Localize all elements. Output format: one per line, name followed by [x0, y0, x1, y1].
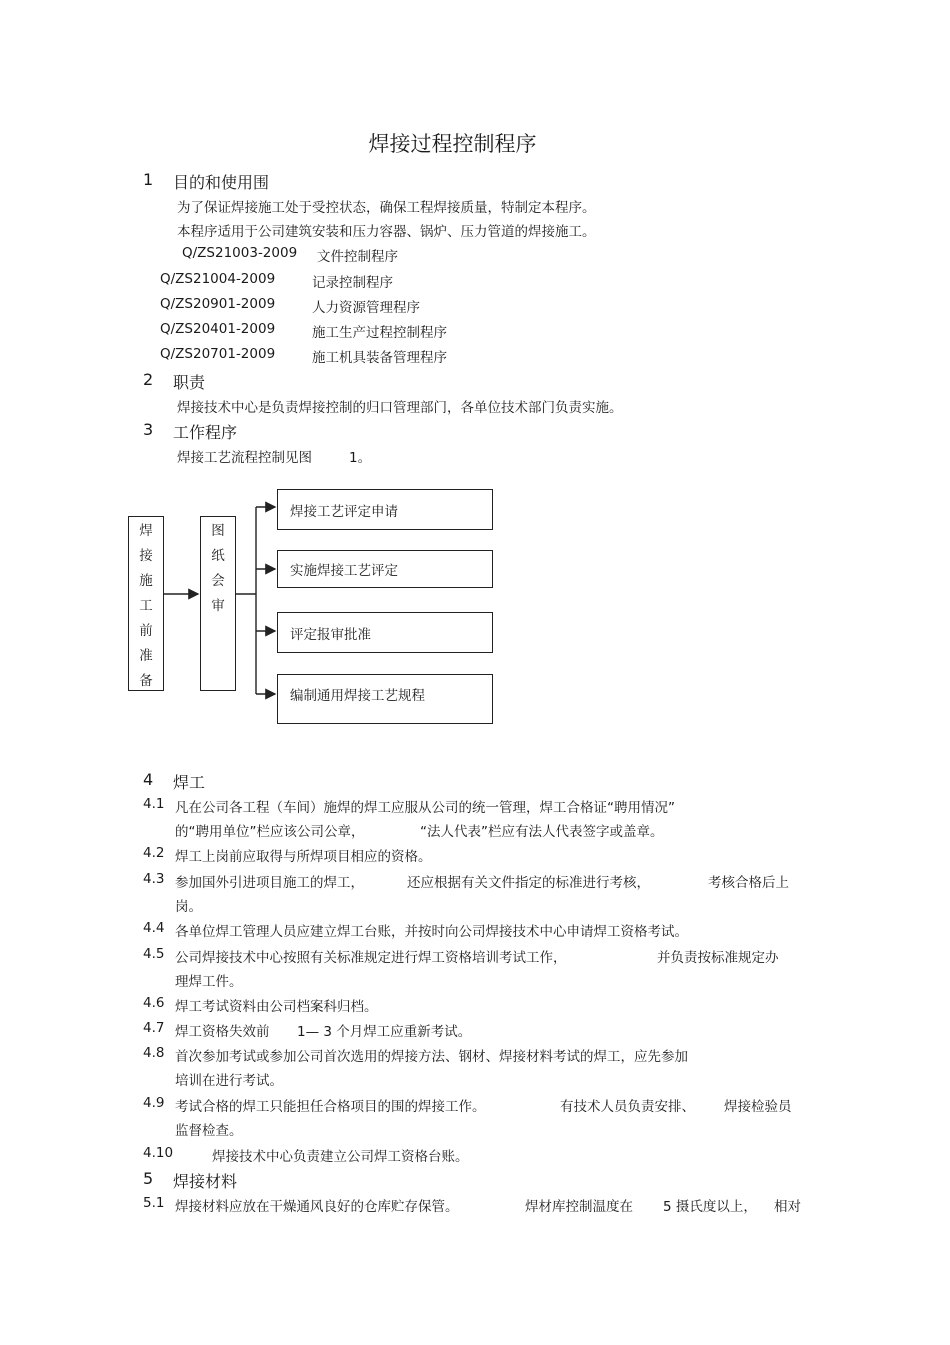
item-number: 5.1 [143, 1195, 165, 1211]
item-number: 4.5 [143, 946, 165, 962]
item-text: 参加国外引进项目施工的焊工， [175, 875, 364, 891]
item-text: 焊工上岗前应取得与所焊项目相应的资格。 [175, 849, 432, 865]
section-1-number: 1 [143, 170, 154, 189]
reference-name: 人力资源管理程序 [312, 300, 420, 316]
item-text: “法人代表”栏应有法人代表签字或盖章。 [420, 824, 664, 840]
item-text: 各单位焊工管理人员应建立焊工台账，并按时向公司焊接技术中心申请焊工资格考试。 [175, 924, 688, 940]
item-text: 凡在公司各工程（车间）施焊的焊工应服从公司的统一管理，焊工合格证“聘用情况” [175, 800, 675, 816]
flow-char: 准 [139, 648, 153, 664]
reference-name: 施工生产过程控制程序 [312, 325, 447, 341]
flow-box-procedure-spec [277, 674, 493, 724]
page-title: 焊接过程控制程序 [368, 132, 537, 156]
flow-char: 纸 [211, 548, 225, 564]
flow-char: 工 [139, 598, 153, 614]
item-text: 并负责按标准规定办 [657, 950, 779, 966]
flow-box-preparation [128, 516, 164, 691]
reference-code: Q/ZS20701-2009 [160, 346, 276, 362]
item-text: 的“聘用单位”栏应该公司公章， [175, 824, 365, 840]
item-text: 首次参加考试或参加公司首次选用的焊接方法、钢材、焊接材料考试的焊工，应先参加 [175, 1049, 688, 1065]
flow-box-label: 焊接工艺评定申请 [290, 503, 398, 520]
section-5-heading: 焊接材料 [173, 1172, 238, 1191]
flow-box-qualification-execution [277, 550, 493, 588]
section-4-number: 4 [143, 770, 154, 789]
item-text: 5 摄氏度以上， [663, 1199, 757, 1215]
item-text: 考试合格的焊工只能担任合格项目的围的焊接工作。 [175, 1099, 486, 1115]
item-text: 有技术人员负责安排、 [560, 1099, 695, 1115]
item-text: 焊接材料应放在干燥通风良好的仓库贮存保管。 [175, 1199, 459, 1215]
item-text: 相对 [774, 1199, 801, 1215]
item-text: 焊工考试资料由公司档案科归档。 [175, 999, 378, 1015]
flow-box-label: 评定报审批准 [290, 626, 371, 643]
item-text: 培训在进行考试。 [175, 1073, 283, 1089]
paragraph: 为了保证焊接施工处于受控状态，确保工程焊接质量，特制定本程序。 [177, 200, 596, 216]
section-1-heading: 目的和使用围 [173, 173, 270, 192]
reference-name: 记录控制程序 [312, 275, 393, 291]
flow-box-label: 编制通用焊接工艺规程 [290, 688, 425, 704]
paragraph-figure-ref: 1。 [349, 450, 372, 466]
flow-char: 前 [139, 623, 153, 639]
section-5-number: 5 [143, 1169, 154, 1188]
flow-box-drawing-review [200, 516, 236, 691]
paragraph: 焊接技术中心是负责焊接控制的归口管理部门，各单位技术部门负责实施。 [177, 400, 623, 416]
flow-char: 焊 [139, 523, 153, 539]
section-2-number: 2 [143, 370, 154, 389]
reference-name: 施工机具装备管理程序 [312, 350, 447, 366]
flow-char: 接 [139, 548, 153, 564]
reference-code: Q/ZS21004-2009 [160, 271, 276, 287]
flow-box-label: 实施焊接工艺评定 [290, 563, 398, 579]
item-text: 焊接技术中心负责建立公司焊工资格台账。 [212, 1149, 469, 1165]
item-number: 4.2 [143, 845, 165, 861]
item-text: 岗。 [175, 899, 202, 915]
flow-char: 施 [139, 573, 153, 589]
item-number: 4.9 [143, 1095, 165, 1111]
flow-char: 审 [211, 598, 225, 614]
item-number: 4.10 [143, 1145, 174, 1161]
flow-char: 图 [211, 523, 225, 539]
flow-box-qualification-request [277, 489, 493, 530]
item-text: 焊接检验员 [724, 1099, 792, 1115]
item-number: 4.6 [143, 995, 165, 1011]
item-number: 4.3 [143, 871, 165, 887]
reference-code: Q/ZS20401-2009 [160, 321, 276, 337]
item-text: 理焊工件。 [175, 974, 243, 990]
item-number: 4.1 [143, 796, 165, 812]
item-number: 4.7 [143, 1020, 165, 1036]
item-text: 公司焊接技术中心按照有关标准规定进行焊工资格培训考试工作， [175, 950, 567, 966]
flow-box-approval [277, 612, 493, 653]
item-text: 监督检查。 [175, 1123, 243, 1139]
item-text: 1— 3 个月焊工应重新考试。 [297, 1024, 472, 1040]
flow-char: 备 [139, 673, 153, 689]
paragraph: 本程序适用于公司建筑安装和压力容器、锅炉、压力管道的焊接施工。 [177, 224, 596, 240]
flow-char: 会 [211, 573, 225, 589]
reference-code: Q/ZS20901-2009 [160, 296, 276, 312]
section-3-number: 3 [143, 420, 154, 439]
section-3-heading: 工作程序 [173, 423, 238, 442]
section-4-heading: 焊工 [173, 773, 206, 792]
reference-code: Q/ZS21003-2009 [182, 245, 298, 261]
item-text: 焊材库控制温度在 [525, 1199, 633, 1215]
item-number: 4.8 [143, 1045, 165, 1061]
item-text: 还应根据有关文件指定的标准进行考核， [407, 875, 650, 891]
item-text: 考核合格后上 [708, 875, 789, 891]
section-2-heading: 职责 [173, 373, 206, 392]
item-number: 4.4 [143, 920, 165, 936]
paragraph: 焊接工艺流程控制见图 [177, 450, 312, 466]
item-text: 焊工资格失效前 [175, 1024, 270, 1040]
reference-name: 文件控制程序 [317, 249, 398, 265]
